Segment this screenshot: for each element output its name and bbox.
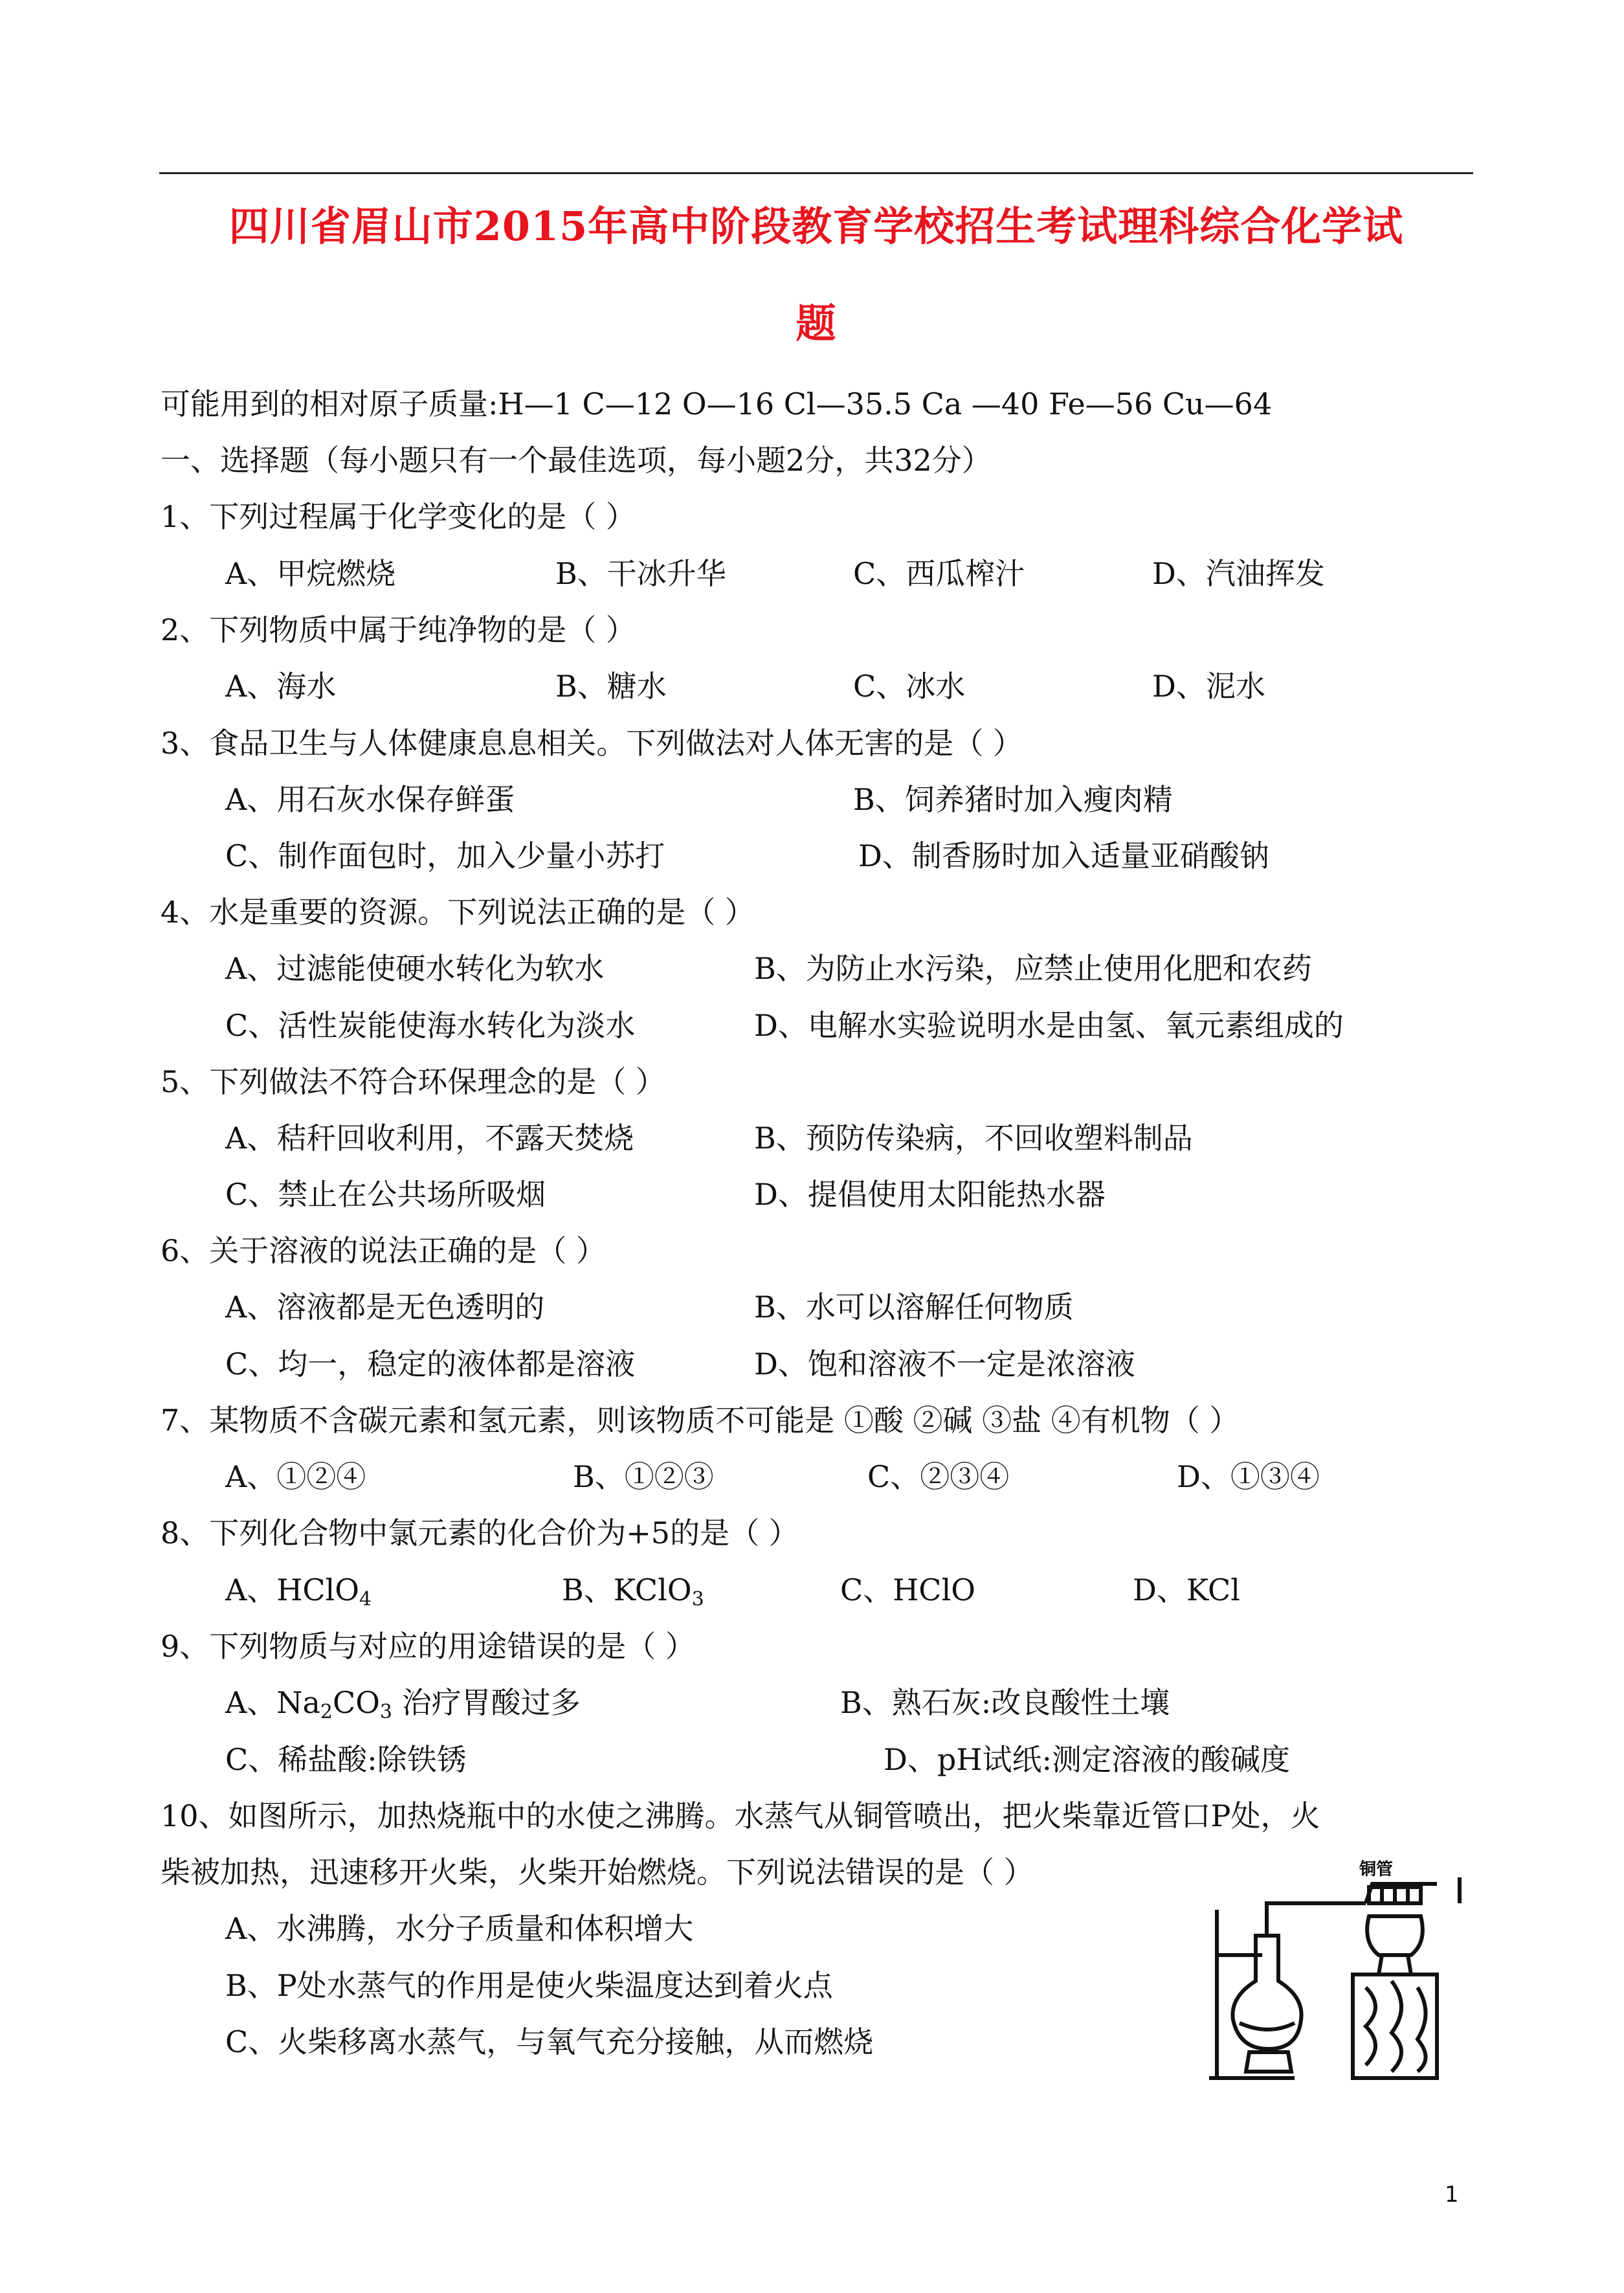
question-6-stem: 6、关于溶液的说法正确的是（ ） <box>161 1233 606 1268</box>
q2-option-a: A、海水 <box>225 669 337 704</box>
q1-option-d: D、汽油挥发 <box>1152 556 1325 591</box>
apparatus-figure <box>1204 1858 1469 2091</box>
header-rule <box>159 172 1473 174</box>
q3-option-a: A、用石灰水保存鲜蛋 <box>225 782 515 817</box>
q4-option-a: A、过滤能使硬水转化为软水 <box>225 951 605 986</box>
q7-option-b: B、①②③ <box>573 1459 714 1494</box>
q5-option-b: B、预防传染病，不回收塑料制品 <box>754 1121 1193 1156</box>
q5-option-d: D、提倡使用太阳能热水器 <box>754 1177 1106 1212</box>
question-8-stem: 8、下列化合物中氯元素的化合价为+5的是（ ） <box>161 1516 799 1550</box>
title-line-1: 四川省眉山市2015年高中阶段教育学校招生考试理科综合化学试 <box>228 203 1404 250</box>
q5-option-c: C、禁止在公共场所吸烟 <box>225 1177 546 1212</box>
q3-option-d: D、制香肠时加入适量亚硝酸钠 <box>858 838 1269 873</box>
q6-option-d: D、饱和溶液不一定是浓溶液 <box>754 1347 1135 1381</box>
q10-option-b: B、P处水蒸气的作用是使火柴温度达到着火点 <box>225 1968 833 2003</box>
q4-option-d: D、电解水实验说明水是由氢、氧元素组成的 <box>754 1008 1344 1043</box>
q6-option-c: C、均一，稳定的液体都是溶液 <box>225 1347 636 1381</box>
page-number: 1 <box>1445 2182 1459 2208</box>
q2-option-c: C、冰水 <box>853 669 966 704</box>
question-5-stem: 5、下列做法不符合环保理念的是（ ） <box>161 1064 665 1099</box>
question-7-stem: 7、某物质不含碳元素和氢元素，则该物质不可能是 ①酸 ②碱 ③盐 ④有机物（ ） <box>161 1403 1240 1438</box>
q10-option-c: C、火柴移离水蒸气，与氧气充分接触，从而燃烧 <box>225 2024 874 2059</box>
figure-label: 铜管 <box>1359 1860 1394 1879</box>
q5-option-a: A、秸秆回收利用，不露天焚烧 <box>225 1121 634 1156</box>
q7-option-a: A、①②④ <box>225 1459 366 1494</box>
question-10-stem-line-1: 10、如图所示，加热烧瓶中的水使之沸腾。水蒸气从铜管喷出，把火柴靠近管口P处，火 <box>161 1798 1320 1833</box>
q1-option-b: B、干冰升华 <box>555 556 726 591</box>
q6-option-a: A、溶液都是无色透明的 <box>225 1290 545 1325</box>
q1-option-a: A、甲烷燃烧 <box>225 556 396 591</box>
atomic-masses: 可能用到的相对原子质量:H—1 C—12 O—16 Cl—35.5 Ca —40 Fe—56 Cu—64 <box>161 386 1273 421</box>
question-2-stem: 2、下列物质中属于纯净物的是（ ） <box>161 612 636 647</box>
q4-option-b: B、为防止水污染，应禁止使用化肥和农药 <box>754 951 1312 986</box>
question-4-stem: 4、水是重要的资源。下列说法正确的是（ ） <box>161 895 755 930</box>
q3-option-b: B、饲养猪时加入瘦肉精 <box>853 782 1173 817</box>
q6-option-b: B、水可以溶解任何物质 <box>754 1290 1074 1325</box>
q8-option-c: C、HClO <box>840 1572 975 1607</box>
q2-option-d: D、泥水 <box>1152 669 1265 704</box>
question-10-stem-line-2: 柴被加热，迅速移开火柴，火柴开始燃烧。下列说法错误的是（ ） <box>161 1855 1034 1890</box>
q9-option-a: A、$Na_2CO_3$ 治疗胃酸过多 <box>225 1685 581 1723</box>
question-3-stem: 3、食品卫生与人体健康息息相关。下列做法对人体无害的是（ ） <box>161 726 1023 761</box>
q8-option-b: B、KClO$_3$ <box>562 1572 704 1611</box>
q9-option-b: B、熟石灰:改良酸性土壤 <box>840 1685 1170 1720</box>
question-1-stem: 1、下列过程属于化学变化的是（ ） <box>161 499 636 534</box>
title-line-2: 题 <box>795 300 837 347</box>
q10-option-a: A、水沸腾，水分子质量和体积增大 <box>225 1911 694 1946</box>
q9-option-c: C、稀盐酸:除铁锈 <box>225 1742 467 1777</box>
q7-option-c: C、②③④ <box>867 1459 1010 1494</box>
q4-option-c: C、活性炭能使海水转化为淡水 <box>225 1008 636 1043</box>
q1-option-c: C、西瓜榨汁 <box>853 556 1025 591</box>
q8-option-a: A、HClO$_4$ <box>225 1572 372 1611</box>
q9-option-d: D、pH试纸:测定溶液的酸碱度 <box>884 1742 1290 1777</box>
q8-option-d: D、KCl <box>1133 1572 1240 1607</box>
question-9-stem: 9、下列物质与对应的用途错误的是（ ） <box>161 1629 695 1664</box>
q3-option-c: C、制作面包时，加入少量小苏打 <box>225 838 665 873</box>
q2-option-b: B、糖水 <box>555 669 667 704</box>
q7-option-d: D、①③④ <box>1177 1459 1320 1494</box>
section-heading: 一、选择题（每小题只有一个最佳选项，每小题2分，共32分） <box>161 443 992 478</box>
